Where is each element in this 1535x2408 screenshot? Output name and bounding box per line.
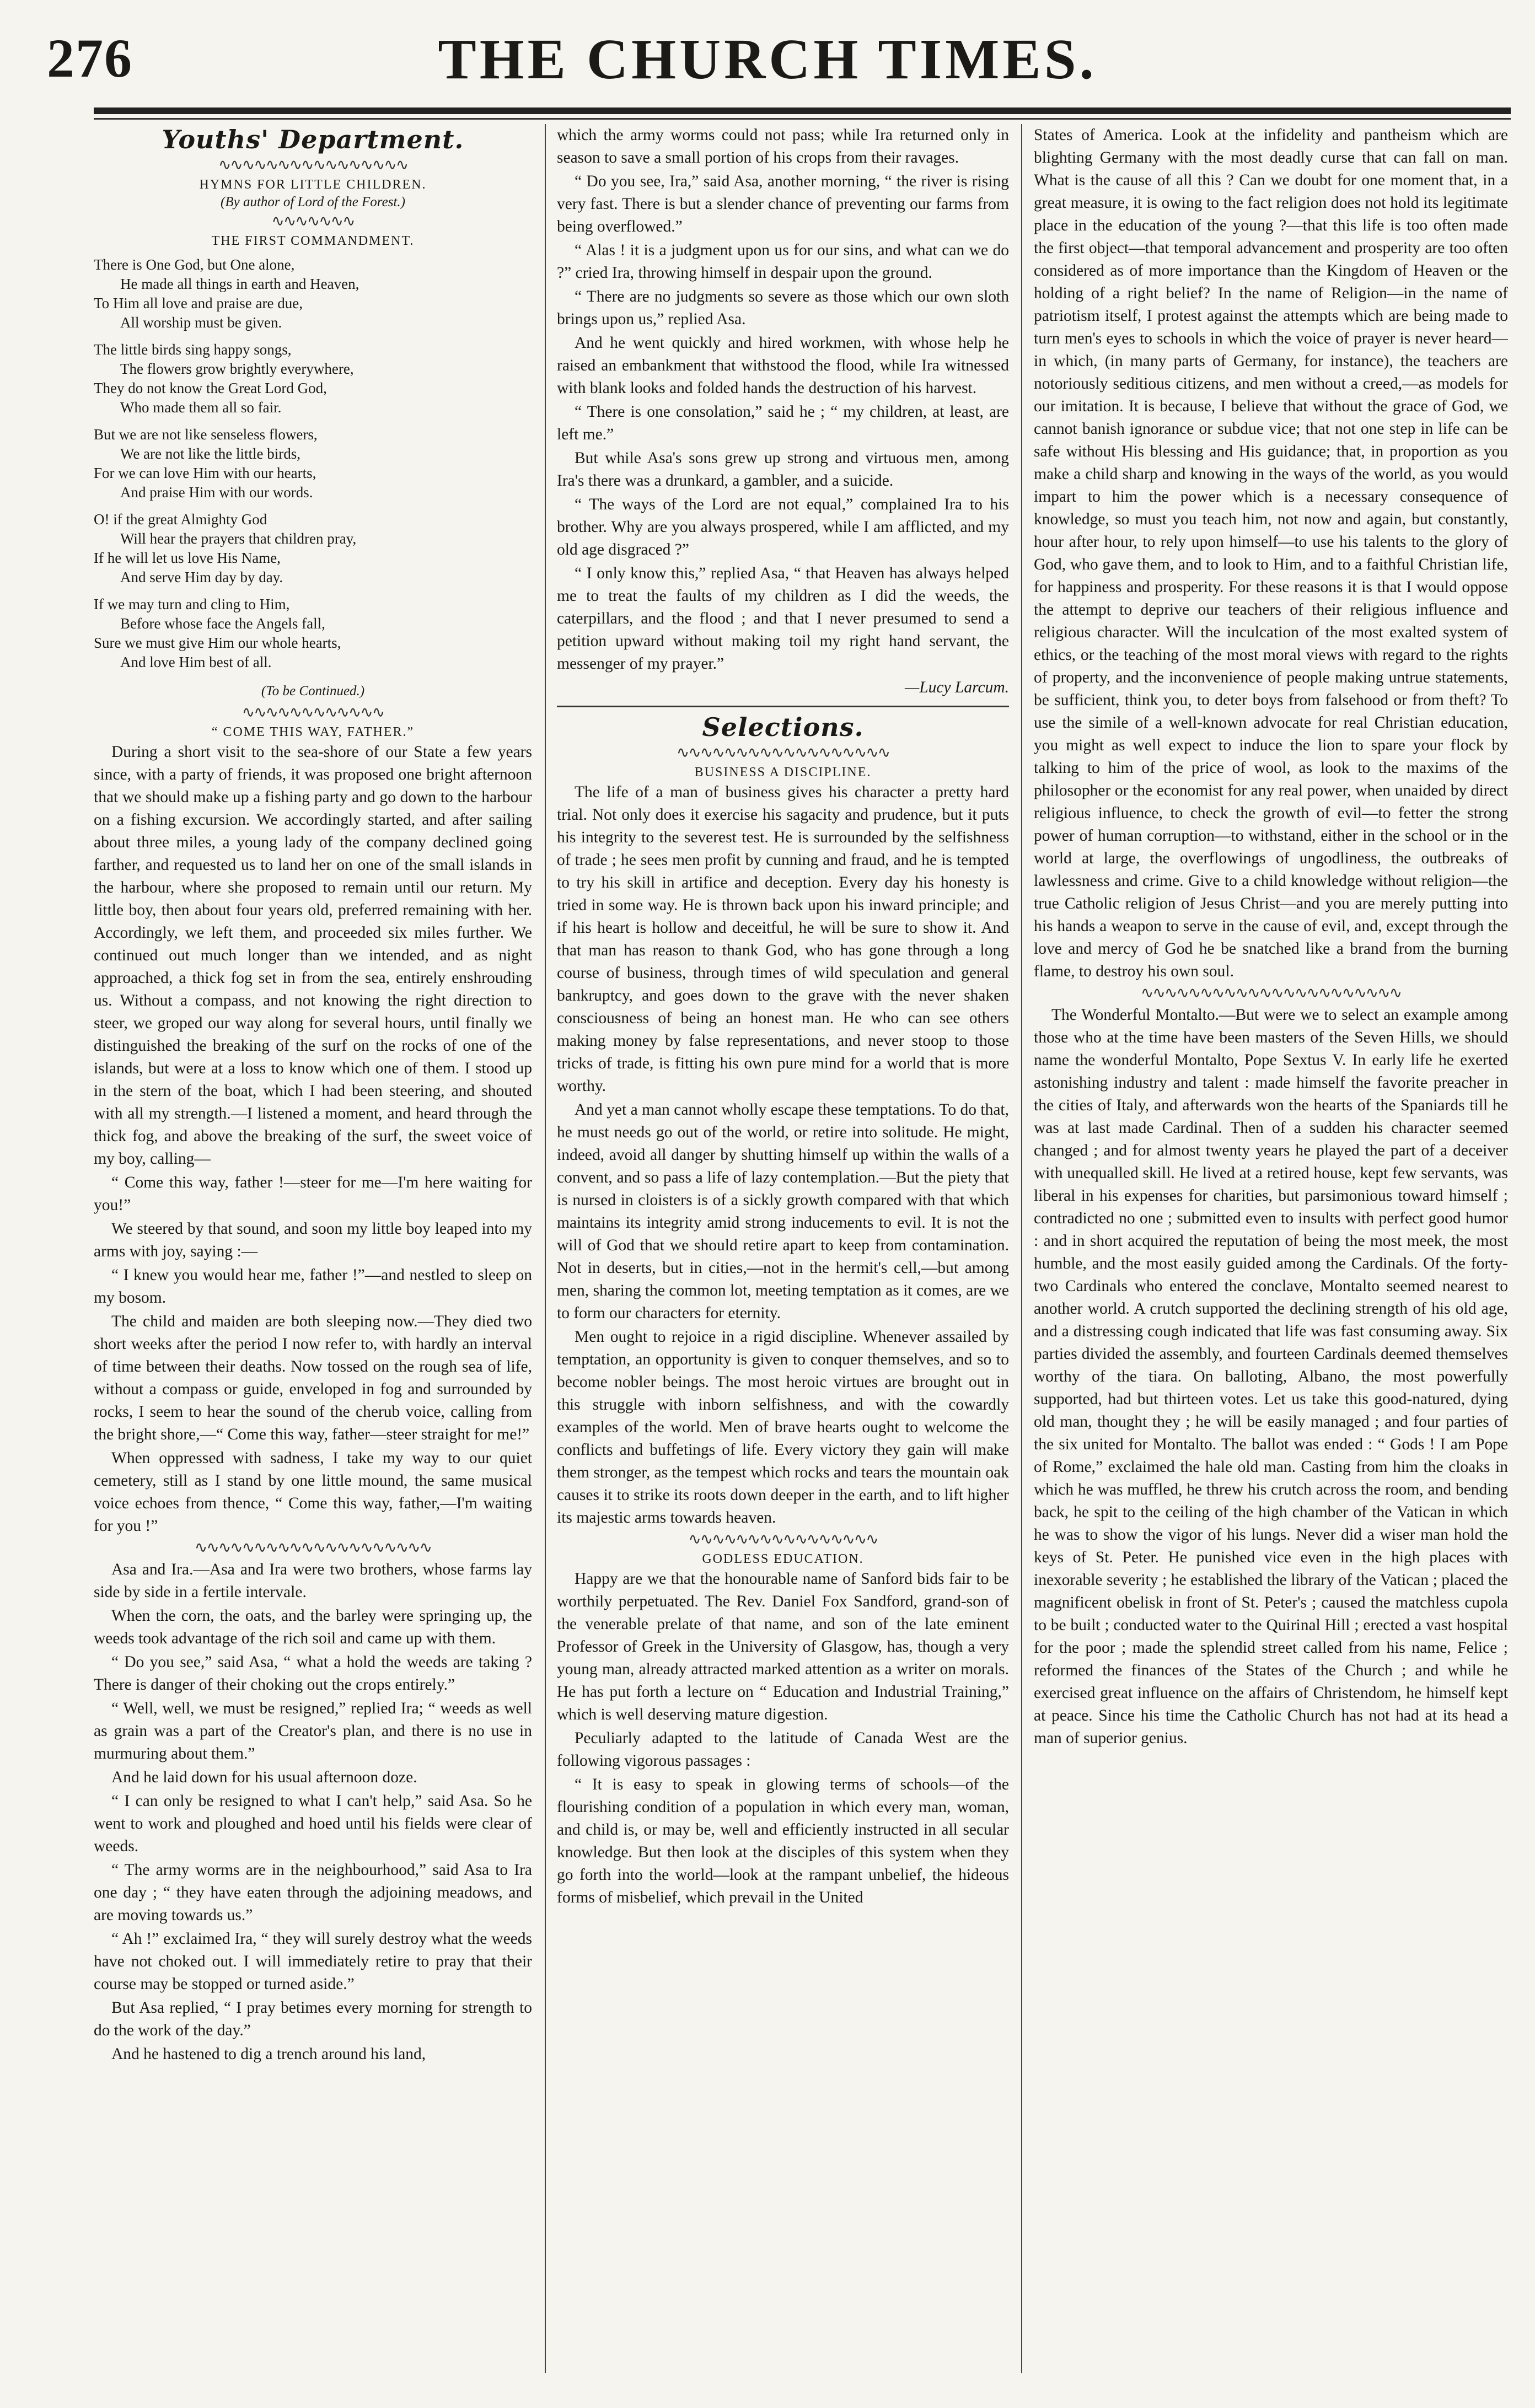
poem-line: He made all things in earth and Heaven,: [120, 276, 359, 292]
poem-stanza: [94, 340, 532, 417]
poem-line: All worship must be given.: [120, 314, 282, 331]
paragraph: During a short visit to the sea-shore of our State a few years since, with a party of friends, it was proposed one bright afternoon that we should make up a fishing party and go down to the harbour on a fishing excursion. We accordingly started, and after sailing about three miles, a young lady of the company declined going farther, and requested us to land her on one of the small islands in the harbour, where she proposed to remain until our return. My little boy, then about four years old, preferred remaining with her. Accordingly, we left them, and proceeded six miles further. We continued out much longer than we intended, and as night approached, a thick fog set in from the sea, entirely enshrouding us. Without a compass, and not knowing the right direction to steer, we groped our way along for several hours, until finally we distinguished the breaking of the surf on the rocks of one of the islands, but were at a loss to know which one of them. I stood up in the stern of the boat, which I had been steering, and shouted with all my strength.—I listened a moment, and heard through the thick fog, and above the breaking of the surf, the sweet voice of my boy, calling—: [94, 743, 532, 1168]
paragraph: Asa and Ira.—Asa and Ira were two brothers, whose farms lay side by side in a fertile intervale.: [94, 1561, 532, 1601]
paragraph: And he hastened to dig a trench around his land,: [111, 2045, 426, 2063]
ornamental-rule: ∿∿∿∿∿∿∿∿∿∿∿∿∿∿∿∿: [688, 1531, 878, 1548]
poem-line: The flowers grow brightly everywhere,: [120, 361, 354, 377]
paragraph: “ There is one consolation,” said he ; “ my children, at least, are left me.”: [557, 403, 1009, 443]
ornamental-rule: ∿∿∿∿∿∿∿∿∿∿∿∿: [241, 704, 384, 721]
poem-line: We are not like the little birds,: [120, 445, 300, 462]
poem-line: And love Him best of all.: [120, 654, 272, 670]
poem-stanza: [94, 425, 532, 502]
paragraph: Peculiarly adapted to the latitude of Canada West are the following vigorous passages :: [557, 1729, 1009, 1770]
poem-line: Before whose face the Angels fall,: [120, 615, 325, 632]
montalto-body: [1034, 1004, 1508, 1750]
paragraph: “ The army worms are in the neighbourhood,” said Asa to Ira one day ; “ they have eaten through the adjoining meadows, and are moving towards us.”: [94, 1861, 532, 1924]
page-number: 276: [47, 28, 133, 89]
paragraph: “ Ah !” exclaimed Ira, “ they will surely destroy what the weeds have not choked out. I will immediately retire to pray that their course may be stopped or turned aside.”: [94, 1930, 532, 1993]
poem-line: For we can love Him with our hearts,: [94, 465, 316, 481]
story-body: [94, 741, 532, 1538]
paragraph: “ There are no judgments so severe as those which our own sloth brings upon us,” replied Asa.: [557, 288, 1009, 328]
commandment-title: THE FIRST COMMANDMENT.: [211, 234, 415, 248]
business-body: [557, 781, 1009, 1529]
asa-ira-body: [94, 1558, 532, 2066]
paragraph: The child and maiden are both sleeping now.—They died two short weeks after the period I now refer to, with hardly an interval of time between their deaths. Now tossed on the rough sea of life, without a compass or guide, enveloped in fog and surrounded by rocks, I seem to hear the sound of the cherub voice, calling from the bright shore,—“ Come this way, father—steer straight for me!”: [94, 1313, 532, 1443]
paragraph: “ Come this way, father !—steer for me—I'm here waiting for you!”: [94, 1174, 532, 1214]
paragraph: “ The ways of the Lord are not equal,” complained Ira to his brother. Why are you always prospered, while I am afflicted, and my old age disgraced ?”: [557, 496, 1009, 558]
paragraph: And he went quickly and hired workmen, with whose help he raised an embankment that withstood the flood, while Ira witnessed with blank looks and folded hands the destruction of his harvest.: [557, 334, 1009, 397]
poem-line: And serve Him day by day.: [120, 569, 283, 585]
godless-title: GODLESS EDUCATION.: [702, 1552, 864, 1566]
column-divider-1: [545, 124, 546, 2373]
poem: [94, 255, 532, 672]
godless-body: [557, 1568, 1009, 1909]
column-1: [94, 124, 532, 2373]
paragraph: “ I can only be resigned to what I can't help,” said Asa. So he went to work and ploughed and hoed until his fields were clear of weeds.: [94, 1792, 532, 1855]
paragraph: Happy are we that the honourable name of Sanford bids fair to be worthily perpetuated. The Rev. Daniel Fox Sandford, grand-son of the venerable prelate of that name, and son of the late eminent Professor of Greek in the University of Glasgow, has, though a very young man, already attracted marked attention as a writer on morals. He has put forth a lecture on “ Education and Industrial Training,” which is well deserving mature digestion.: [557, 1570, 1009, 1723]
paragraph: When the corn, the oats, and the barley were springing up, the weeds took advantage of the rich soil and came up with them.: [94, 1607, 532, 1647]
business-title: BUSINESS A DISCIPLINE.: [694, 765, 872, 780]
paragraph: The Wonderful Montalto.—But were we to select an example among those who at the time have been masters of the Seven Hills, we should name the wonderful Montalto, Pope Sextus V. In early life he exerted astonishing industry and talent : made himself the favorite preacher in the cities of Italy, and afterwards won the hearts of the Spaniards till he was at last made Cardinal. Then of a sudden his character seemed changed ; and for almost twenty years he played the part of a deceiver with unequalled skill. He lived at a retired house, kept few servants, was liberal in his expenses for charities, but parsimonious toward himself ; contradicted no one ; submitted even to insults with perfect good humor : and in short acquired the reputation of being the most meek, the most humble, and the most easily guided among the Cardinals. Of the forty-two Cardinals who entered the conclave, Montalto seemed nearest to another world. A crutch supported the declining strength of his old age, and a distressing cough indicated that life was fast consuming away. Six parties divided the assembly, and fourteen Cardinals deemed themselves worthy of the tiara. On balloting, Albano, the most powerfully supported, had but thirteen votes. Let us take this good-natured, dying old man, thought they ; he will be easily managed ; and four parties of the six united for Montalto. The ballot was ended : “ Gods ! I am Pope of Rome,” exclaimed the hale old man. Casting from him the cloaks in which he was muffled, he threw his crutch across the room, and bending back, he spit to the ceiling of the high chamber of the Vatican in which he was to show the vigor of his lungs. Never did a wiser man hold the keys of St. Peter. He punished vice even in the high places with inexorable severity ; he established the library of the Vatican ; placed the magnificent obelisk in front of St. Peter's ; caused the matchless cupola to be built ; conducted water to the Quirinal Hill ; erected a vast hospital for the poor ; made the splendid street called from his name, Felice ; reformed the finances of the States of the Church ; and while he exercised great influence on the affairs of Christendom, he himself kept at peace. Since his time the Catholic Church has not had at its head a man of superior genius.: [1034, 1006, 1508, 1747]
section-heading-youths: Youths' Department.: [162, 125, 464, 154]
poem-stanza: [94, 255, 532, 332]
ornamental-rule: ∿∿∿∿∿∿∿: [271, 213, 355, 230]
paragraph: But while Asa's sons grew up strong and virtuous men, among Ira's there was a drunkard, a gambler, and a suicide.: [557, 449, 1009, 490]
paragraph: “ I only know this,” replied Asa, “ that Heaven has always helped me to treat the faults of my children as I did the weeds, the caterpillars, and the flood ; and that I never presumed to send a petition upward without making toil my right hand servant, the messenger of my prayer.”: [557, 565, 1009, 673]
paragraph: States of America. Look at the infidelity and pantheism which are blighting Germany with the most deadly curse that can fall on man. What is the cause of all this ? Can we doubt for one moment that, in a great measure, it is owing to the fact religion does not hold its legitimate place in the education of the young ?—that this life is too often made the first object—that temporal advancement and prosperity are too often considered as of more importance than the Kingdom of Heaven or the holding of a right belief? In the name of Religion—in the name of patriotism itself, I protest against the attempts which are being made to turn men's eyes to schools in which the voice of prayer is never heard—in which, (in many parts of Germany, for instance), the teachers are notoriously seditious citizens, and men without a creed,—as models for our imitation. It is because, I believe that without the grace of God, we cannot banish ignorance or subdue vice; that not one step in life can be safe without His blessing and His guidance; that, in proportion as you make a child sharp and knowing in the ways of the world, as you would impart to him the power which is a necessary consequence of knowledge, so must you teach him, not now and again, but constantly, hour after hour, to rely upon himself—to use his talents to the glory of God, who gave them, and to look to Him, and to a faithful Christian life, for happiness and prosperity. For these reasons it is that I would oppose the attempt to deprive our teachers of their religious influence and religious character. Will the inculcation of the most exalted system of ethics, or the teaching of the most moral views with regard to the rights of property, and the inconvenience of people making untrue statements, be sufficient, think you, to deter boys from falsehood or from theft? To use the simile of a well-known advocate for real Christian education, you might as well expect to induce the lion to spare your flock by talking to him of the price of wool, as look to the maxims of the philosopher or the economist for any real power, when unaided by direct religious influence, to check the growth of evil—to fetter the strong power of human corruption—to withstand, either in the school or in the world at large, the overflowings of ungodliness, the outbreaks of lawlessness and crime. Give to a child knowledge without religion—the true Catholic religion of Jesus Christ—and you are merely putting into his hands a weapon to serve in the cause of evil, and, except through the love and mercy of God he be snatched like a brand from the burning flame, to destroy his own soul.: [1034, 126, 1508, 980]
paragraph: “ Do you see, Ira,” said Asa, another morning, “ the river is rising very fast. There is but a slender chance of preventing our farms from being overflowed.”: [557, 173, 1009, 235]
to-be-continued: (To be Continued.): [261, 684, 365, 698]
poem-line: If we may turn and cling to Him,: [94, 596, 290, 612]
hymns-byline: (By author of Lord of the Forest.): [221, 195, 405, 209]
poem-line: If he will let us love His Name,: [94, 550, 281, 566]
masthead-title: THE CHURCH TIMES.: [438, 28, 1097, 91]
column-divider-2: [1021, 124, 1022, 2373]
poem-line: The little birds sing happy songs,: [94, 341, 292, 358]
story-title: “ COME THIS WAY, FATHER.”: [211, 725, 415, 739]
ornamental-rule: ∿∿∿∿∿∿∿∿∿∿∿∿∿∿∿∿∿∿: [676, 744, 890, 761]
section-rule: [557, 706, 1009, 707]
poem-line: And praise Him with our words.: [120, 484, 313, 501]
poem-line: But we are not like senseless flowers,: [94, 426, 318, 443]
masthead-rule-thin: [94, 118, 1511, 120]
poem-stanza: [94, 510, 532, 587]
ornamental-rule: ∿∿∿∿∿∿∿∿∿∿∿∿∿∿∿∿∿∿∿∿: [194, 1539, 432, 1556]
paragraph: “ It is easy to speak in glowing terms of schools—of the flourishing condition of a population in which every man, woman, and child is, or may be, well and efficiently instructed in all secular knowledge. But then look at the disciples of this system when they go forth into the world—look at the rampant unbelief, the hideous forms of misbelief, which prevail in the United: [557, 1776, 1009, 1906]
paragraph: We steered by that sound, and soon my little boy leaped into my arms with joy, saying :—: [94, 1220, 532, 1260]
poem-line: They do not know the Great Lord God,: [94, 380, 327, 396]
paragraph: “ Well, well, we must be resigned,” replied Ira; “ weeds as well as grain was a part of the Creator's plan, and there is no use in murmuring about them.”: [94, 1700, 532, 1762]
paragraph: And yet a man cannot wholly escape these temptations. To do that, he must needs go out of the world, or retire into solitude. He might, indeed, avoid all danger by shutting himself up within the walls of a convent, and so pass a life of lazy contemplation.—But the piety that is nursed in cloisters is of a sickly growth compared with that which maintains its integrity amid strong inducements to evil. It is not the will of God that we should retire apart to keep from contamination. Not in deserts, but in cities,—not in the hermit's cell,—but among men, sharing the common lot, meeting temptation as it comes, are we to form our characters for eternity.: [557, 1101, 1009, 1322]
paragraph: But Asa replied, “ I pray betimes every morning for strength to do the work of the day.”: [94, 1999, 532, 2039]
poem-stanza: [94, 595, 532, 672]
masthead-rule-thick: [94, 108, 1511, 114]
section-heading-selections: Selections.: [702, 712, 864, 742]
paragraph: Men ought to rejoice in a rigid discipline. Whenever assailed by temptation, an opportunity is given to conquer themselves, and so to become nobler beings. The most heroic virtues are brought out in this struggle with inborn selfishness, and with the cowardly examples of the world. Men of brave hearts ought to welcome the conflicts and buffetings of life. Every victory they gain will make them stronger, as the tempest which rocks and tears the mountain oak causes it to strike its roots down deeper in the earth, and to lift higher its majestic arms towards heaven.: [557, 1328, 1009, 1526]
poem-line: Who made them all so fair.: [120, 399, 282, 416]
paragraph: which the army worms could not pass; while Ira returned only in season to save a small portion of his crops from their ravages.: [557, 126, 1009, 166]
poem-line: O! if the great Almighty God: [94, 511, 267, 528]
paragraph: “ Do you see,” said Asa, “ what a hold the weeds are taking ? There is danger of their choking out the crops entirely.”: [94, 1653, 532, 1694]
poem-line: Will hear the prayers that children pray,: [120, 530, 357, 547]
asa-signature: —Lucy Larcum.: [904, 679, 1009, 696]
poem-line: To Him all love and praise are due,: [94, 295, 303, 311]
paragraph: “ I knew you would hear me, father !”—and nestled to sleep on my bosom.: [94, 1266, 532, 1307]
column-2: [557, 124, 1009, 2373]
godless-continued: [1034, 124, 1508, 983]
column-3: [1034, 124, 1508, 2373]
asa-ira-continued: [557, 124, 1009, 675]
ornamental-rule: ∿∿∿∿∿∿∿∿∿∿∿∿∿∿∿∿: [218, 157, 408, 174]
hymns-title: HYMNS FOR LITTLE CHILDREN.: [199, 178, 427, 192]
poem-line: There is One God, but One alone,: [94, 256, 295, 273]
ornamental-rule: ∿∿∿∿∿∿∿∿∿∿∿∿∿∿∿∿∿∿∿∿∿∿: [1140, 985, 1402, 1002]
paragraph: When oppressed with sadness, I take my way to our quiet cemetery, still as I stand by one little mound, the same musical voice echoes from thence, “ Come this way, father,—I'm waiting for you !”: [94, 1449, 532, 1535]
paragraph: The life of a man of business gives his character a pretty hard trial. Not only does it exercise his sagacity and prudence, but it puts his integrity to the severest test. He is surrounded by the selfishness of trade ; he sees men profit by cunning and fraud, and he is tempted to try his skill in artifice and deception. Every day his honesty is tried in some way. He is thrown back upon his inward principle; and if his heart is hollow and deceitful, he will be sure to show it. And that man has reason to thank God, who has gone through a long course of business, through times of wild speculation and general bankruptcy, and goes down to the grave with the never shaken consciousness of being an honest man. He who can see others making money by false representations, and never stoop to those tricks of trade, is fitting his own pure mind for a world that is more worthy.: [557, 783, 1009, 1095]
poem-line: Sure we must give Him our whole hearts,: [94, 635, 341, 651]
paragraph: “ Alas ! it is a judgment upon us for our sins, and what can we do ?” cried Ira, throwing himself in despair upon the ground.: [557, 241, 1009, 282]
paragraph: And he laid down for his usual afternoon doze.: [111, 1769, 417, 1786]
